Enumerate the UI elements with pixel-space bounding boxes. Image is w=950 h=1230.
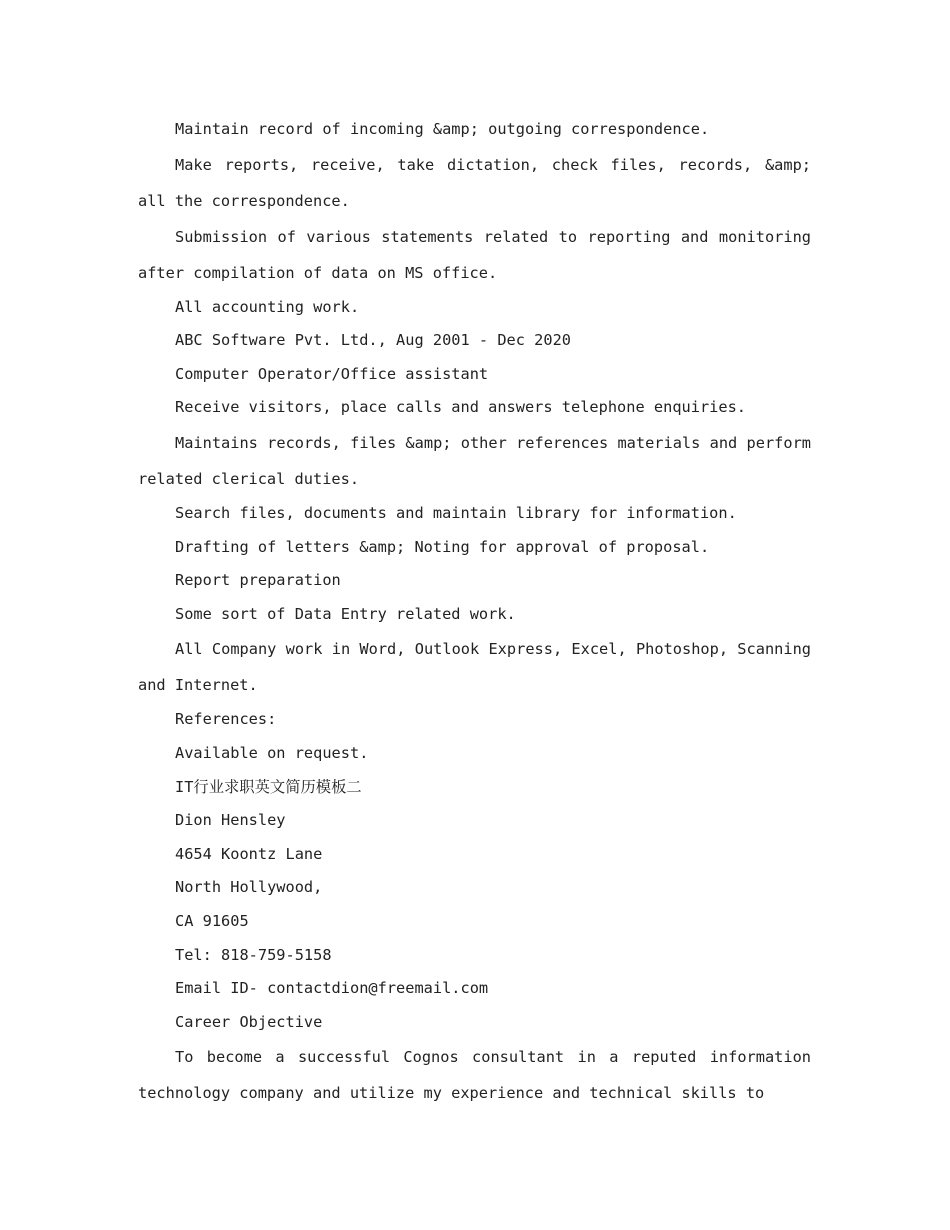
paragraph-resume-template-title: IT行业求职英文简历模板二 (175, 777, 362, 796)
document-body (138, 113, 811, 1111)
paragraph-career-objective-heading: Career Objective (175, 1012, 323, 1031)
paragraph-address-city: North Hollywood, (175, 878, 323, 897)
paragraph-references-available: Available on request. (175, 743, 369, 762)
paragraph-references-heading: References: (175, 710, 277, 729)
paragraph-make-reports: Make reports, receive, take dictation, check files, records, &amp; all the correspondence. (138, 155, 811, 210)
paragraph-name: Dion Hensley (175, 811, 286, 830)
paragraph-submission-statements: Submission of various statements related to reporting and monitoring after compilation of data on MS office. (138, 227, 811, 282)
paragraph-address-state-zip: CA 91605 (175, 911, 249, 930)
paragraph-drafting-letters: Drafting of letters &amp; Noting for approval of proposal. (175, 537, 710, 556)
paragraph-receive-visitors: Receive visitors, place calls and answers telephone enquiries. (175, 398, 746, 417)
paragraph-career-objective-text: To become a successful Cognos consultant in a reputed information technology company and utilize my experience and technical skills to (138, 1048, 811, 1103)
paragraph-company-software: All Company work in Word, Outlook Express, Excel, Photoshop, Scanning and Internet. (138, 640, 811, 695)
paragraph-accounting-work: All accounting work. (175, 297, 360, 316)
paragraph-telephone: Tel: 818-759-5158 (175, 945, 332, 964)
paragraph-employer-dates: ABC Software Pvt. Ltd., Aug 2001 - Dec 2020 (175, 331, 572, 350)
paragraph-report-preparation: Report preparation (175, 571, 341, 590)
paragraph-record-correspondence: Maintain record of incoming &amp; outgoing correspondence. (175, 120, 710, 138)
paragraph-data-entry: Some sort of Data Entry related work. (175, 604, 516, 623)
paragraph-maintain-records: Maintains records, files &amp; other references materials and perform related clerical duties. (138, 433, 811, 488)
paragraph-email: Email ID- contactdion@freemail.com (175, 979, 489, 998)
paragraph-search-files: Search files, documents and maintain library for information. (175, 503, 737, 522)
paragraph-job-title: Computer Operator/Office assistant (175, 364, 489, 383)
paragraph-address-street: 4654 Koontz Lane (175, 844, 323, 863)
